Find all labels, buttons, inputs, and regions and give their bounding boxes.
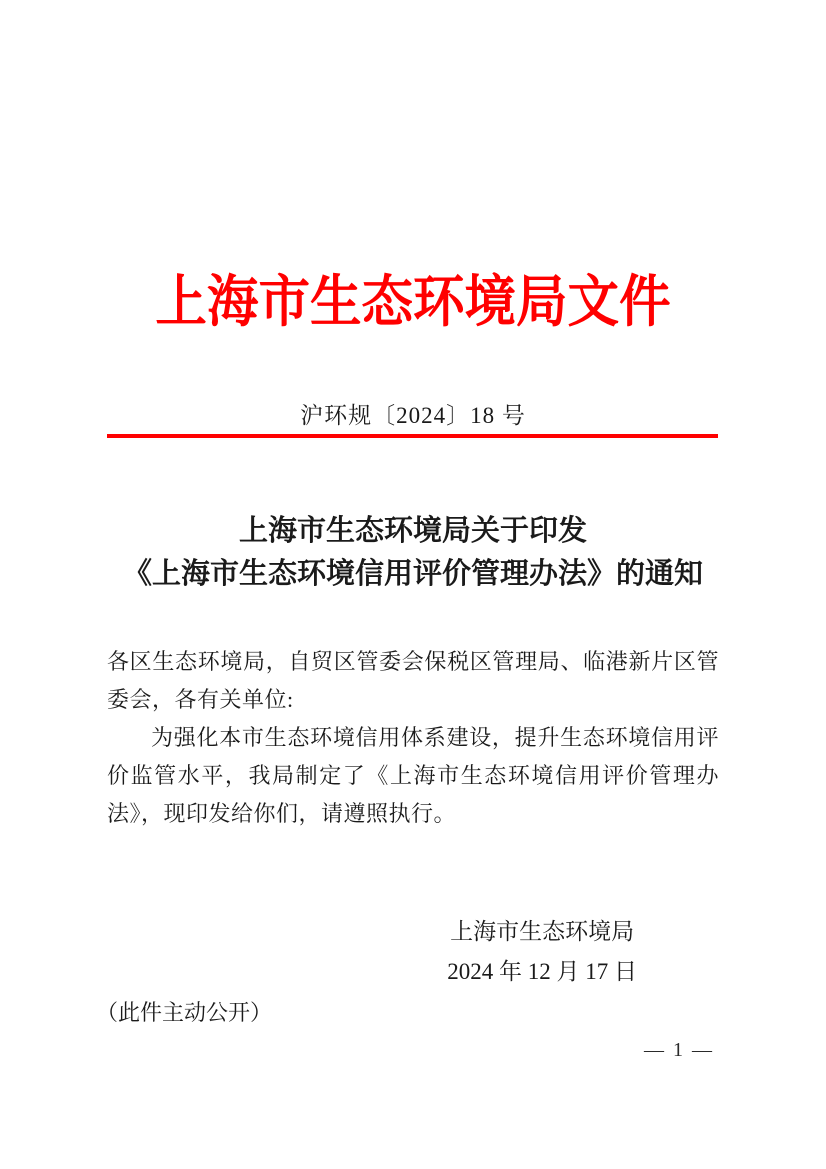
issue-date: 2024 年 12 月 17 日	[447, 959, 637, 984]
red-divider-line	[107, 434, 718, 438]
signature-block	[447, 912, 637, 992]
document-number: 沪环规〔2024〕18 号	[300, 403, 526, 428]
recipients-line: 各区生态环境局，自贸区管委会保税区管理局、临港新片区管委会，各有关单位:	[107, 649, 719, 712]
document-title-line2: 《上海市生态环境信用评价管理办法》的通知	[122, 558, 703, 590]
document-title	[0, 510, 826, 596]
page-number: — 1 —	[644, 1039, 712, 1061]
masthead-title: 上海市生态环境局文件	[155, 272, 671, 334]
body-paragraph: 为强化本市生态环境信用体系建设，提升生态环境信用评价监管水平，我局制定了《上海市生态环境信用评价管理办法》，现印发给你们，请遵照执行。	[107, 725, 719, 826]
disclosure-note: （此件主动公开）	[96, 1000, 273, 1025]
document-title-line1: 上海市生态环境局关于印发	[238, 515, 587, 547]
issuer-name: 上海市生态环境局	[450, 919, 635, 944]
